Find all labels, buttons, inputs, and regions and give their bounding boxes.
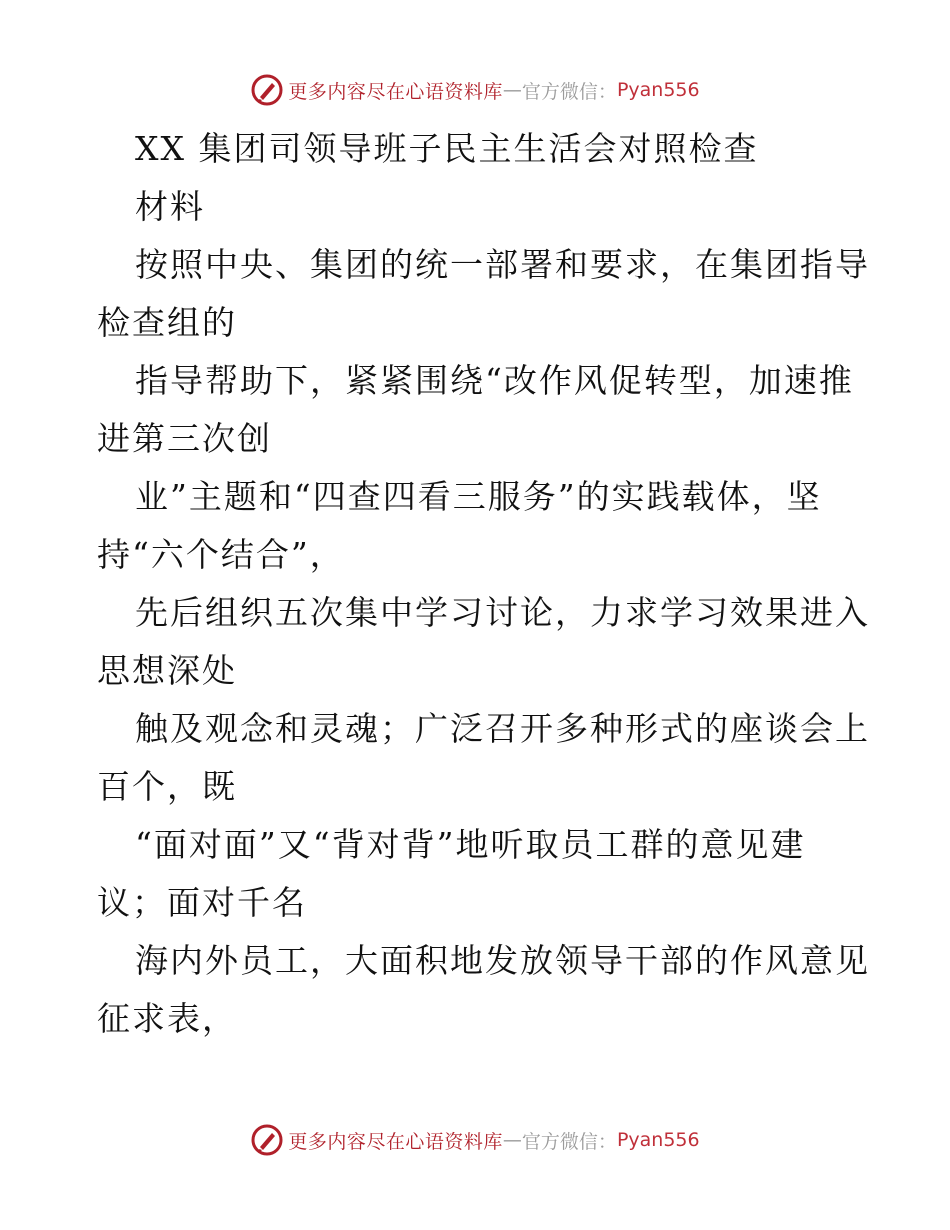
- watermark-label: 官方微信：: [521, 1130, 617, 1153]
- paragraph-line: 持“六个结合”，: [97, 535, 345, 574]
- watermark-id: Pyan556: [616, 1129, 700, 1151]
- document-title-line-1: XX 集团司领导班子民主生活会对照检查: [135, 129, 759, 168]
- paragraph-line: 海内外员工，大面积地发放领导干部的作风意见: [135, 941, 870, 980]
- paragraph-line: 业”主题和“四查四看三服务”的实践载体，坚: [135, 477, 822, 516]
- document-title-line-2: 材料: [135, 187, 205, 226]
- paragraph-line: 检查组的: [97, 303, 237, 342]
- paragraph-line: 思想深处: [97, 651, 237, 690]
- watermark-id: Pyan556: [616, 79, 700, 101]
- paragraph-line: 议；面对千名: [97, 883, 307, 922]
- watermark-separator: —: [502, 1129, 522, 1151]
- footer-watermark: [0, 1120, 950, 1160]
- paragraph-line: 百个，既: [97, 767, 237, 806]
- watermark-text: 更多内容尽在心语资料库: [288, 80, 503, 103]
- pen-seal-icon: [250, 1123, 284, 1157]
- paragraph-line: 先后组织五次集中学习讨论，力求学习效果进入: [135, 593, 870, 632]
- watermark-separator: —: [502, 79, 522, 101]
- watermark-text: 更多内容尽在心语资料库: [288, 1130, 503, 1153]
- paragraph-line: 按照中央、集团的统一部署和要求，在集团指导: [135, 245, 870, 284]
- watermark-label: 官方微信：: [521, 80, 617, 103]
- paragraph-line: 触及观念和灵魂；广泛召开多种形式的座谈会上: [135, 709, 870, 748]
- pen-seal-icon: [250, 73, 284, 107]
- paragraph-line: “面对面”又“背对背”地听取员工群的意见建: [135, 825, 806, 864]
- paragraph-line: 指导帮助下，紧紧围绕“改作风促转型，加速推: [135, 361, 854, 400]
- paragraph-line: 进第三次创: [97, 419, 272, 458]
- document-body: [97, 120, 870, 1048]
- paragraph-line: 征求表，: [97, 999, 237, 1038]
- header-watermark: [0, 70, 950, 110]
